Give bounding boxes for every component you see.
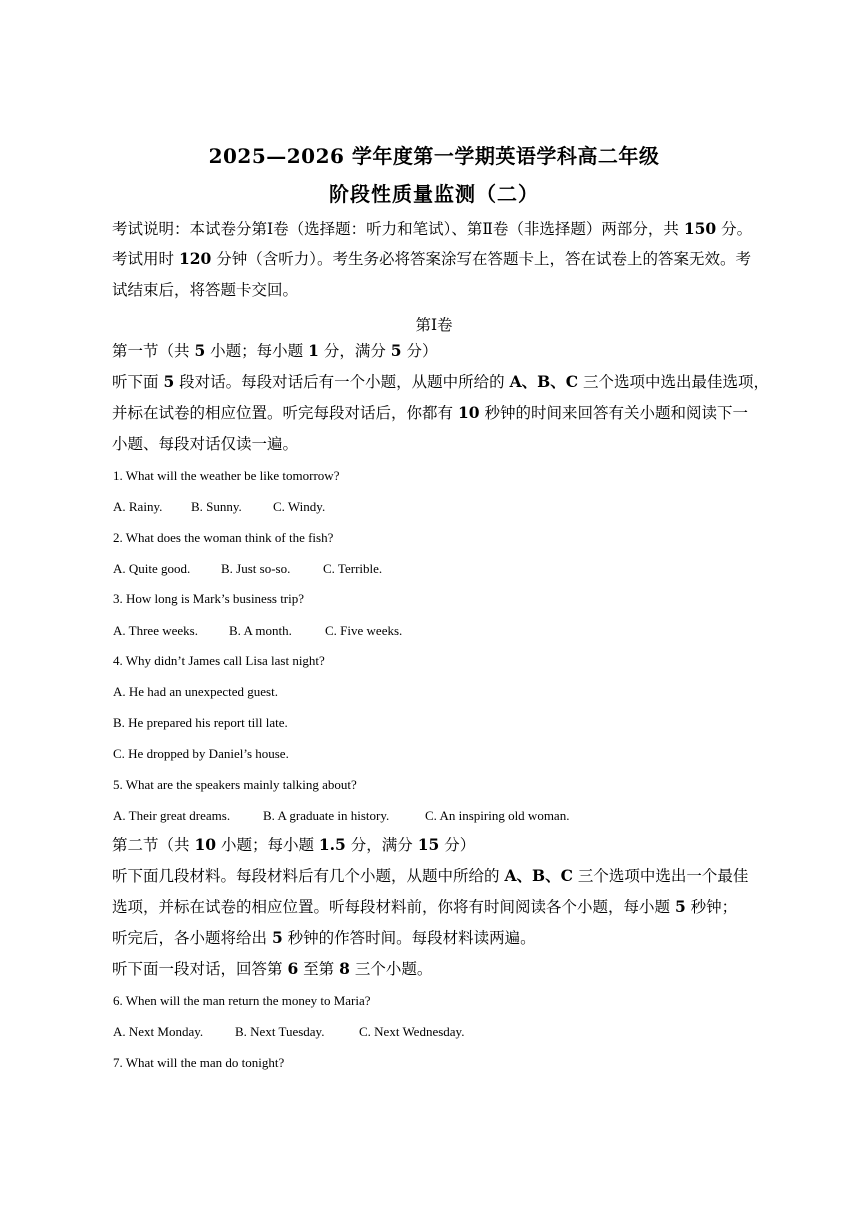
question-2: 2. What does the woman think of the fish? [113, 530, 334, 545]
option-c: C. Terrible. [323, 561, 383, 576]
option-a: A. Their great dreams. [113, 808, 231, 823]
option-a: A. Next Monday. [113, 1024, 204, 1039]
option-b: B. A graduate in history. [263, 808, 390, 823]
instructions-line-2: 考试用时 120 分钟（含听力）。考生务必将答案涂写在答题卡上，答在试卷上的答案无效。考 [112, 249, 751, 268]
option-b: B. Just so-so. [221, 561, 291, 576]
volume-title: 第Ⅰ卷 [415, 316, 453, 334]
option-b: B. Sunny. [191, 499, 242, 514]
exam-title: 2025—2026 学年度第一学期英语学科高二年级 [208, 144, 660, 168]
option-b: B. Next Tuesday. [235, 1024, 325, 1039]
question-3: 3. How long is Mark’s business trip? [113, 591, 305, 606]
section2-sub-instruction: 听下面一段对话，回答第 6 至第 8 三个小题。 [112, 959, 433, 978]
option-a: A. Three weeks. [113, 623, 198, 638]
section1-desc-line-3: 小题、每段对话仅读一遍。 [112, 435, 299, 453]
question-3-options [113, 623, 402, 639]
option-b: B. A month. [229, 623, 292, 638]
option-a: A. Rainy. [113, 499, 163, 514]
section1-heading: 第一节（共 5 小题；每小题 1 分，满分 5 分） [112, 341, 438, 360]
question-6: 6. When will the man return the money to Maria? [113, 993, 371, 1008]
question-4-option-c: C. He dropped by Daniel’s house. [113, 746, 289, 761]
section2-heading: 第二节（共 10 小题；每小题 1.5 分，满分 15 分） [112, 835, 476, 854]
question-7: 7. What will the man do tonight? [113, 1055, 285, 1070]
question-4-option-b: B. He prepared his report till late. [113, 715, 288, 730]
instructions-line-3: 试结束后，将答题卡交回。 [112, 281, 299, 299]
section1-desc-line-1: 听下面 5 段对话。每段对话后有一个小题，从题中所给的 A、B、C 三个选项中选出最佳选项， [112, 372, 769, 391]
question-4: 4. Why didn’t James call Lisa last night? [113, 653, 325, 668]
question-5: 5. What are the speakers mainly talking about? [113, 777, 357, 792]
question-6-options [113, 1024, 464, 1040]
question-1-options [113, 499, 325, 515]
question-5-options [113, 808, 569, 824]
section2-desc-line-3: 听完后，各小题将给出 5 秒钟的作答时间。每段材料读两遍。 [112, 928, 536, 947]
option-c: C. An inspiring old woman. [425, 808, 570, 823]
question-2-options [113, 561, 382, 577]
section2-desc-line-1: 听下面几段材料。每段材料后有几个小题，从题中所给的 A、B、C 三个选项中选出一个最佳 [112, 866, 749, 885]
option-c: C. Five weeks. [325, 623, 403, 638]
question-4-option-a: A. He had an unexpected guest. [113, 684, 278, 699]
option-c: C. Next Wednesday. [359, 1024, 465, 1039]
option-a: A. Quite good. [113, 561, 191, 576]
instructions-line-1: 考试说明：本试卷分第Ⅰ卷（选择题：听力和笔试）、第Ⅱ卷（非选择题）两部分，共 150 分。 [112, 219, 753, 238]
question-1: 1. What will the weather be like tomorrow? [113, 468, 340, 483]
section2-desc-line-2: 选项，并标在试卷的相应位置。听每段材料前，你将有时间阅读各个小题，每小题 5 秒钟； [112, 897, 738, 916]
section1-desc-line-2: 并标在试卷的相应位置。听完每段对话后，你都有 10 秒钟的时间来回答有关小题和阅读下一 [112, 403, 748, 422]
option-c: C. Windy. [273, 499, 326, 514]
exam-subtitle: 阶段性质量监测（二） [329, 182, 539, 206]
